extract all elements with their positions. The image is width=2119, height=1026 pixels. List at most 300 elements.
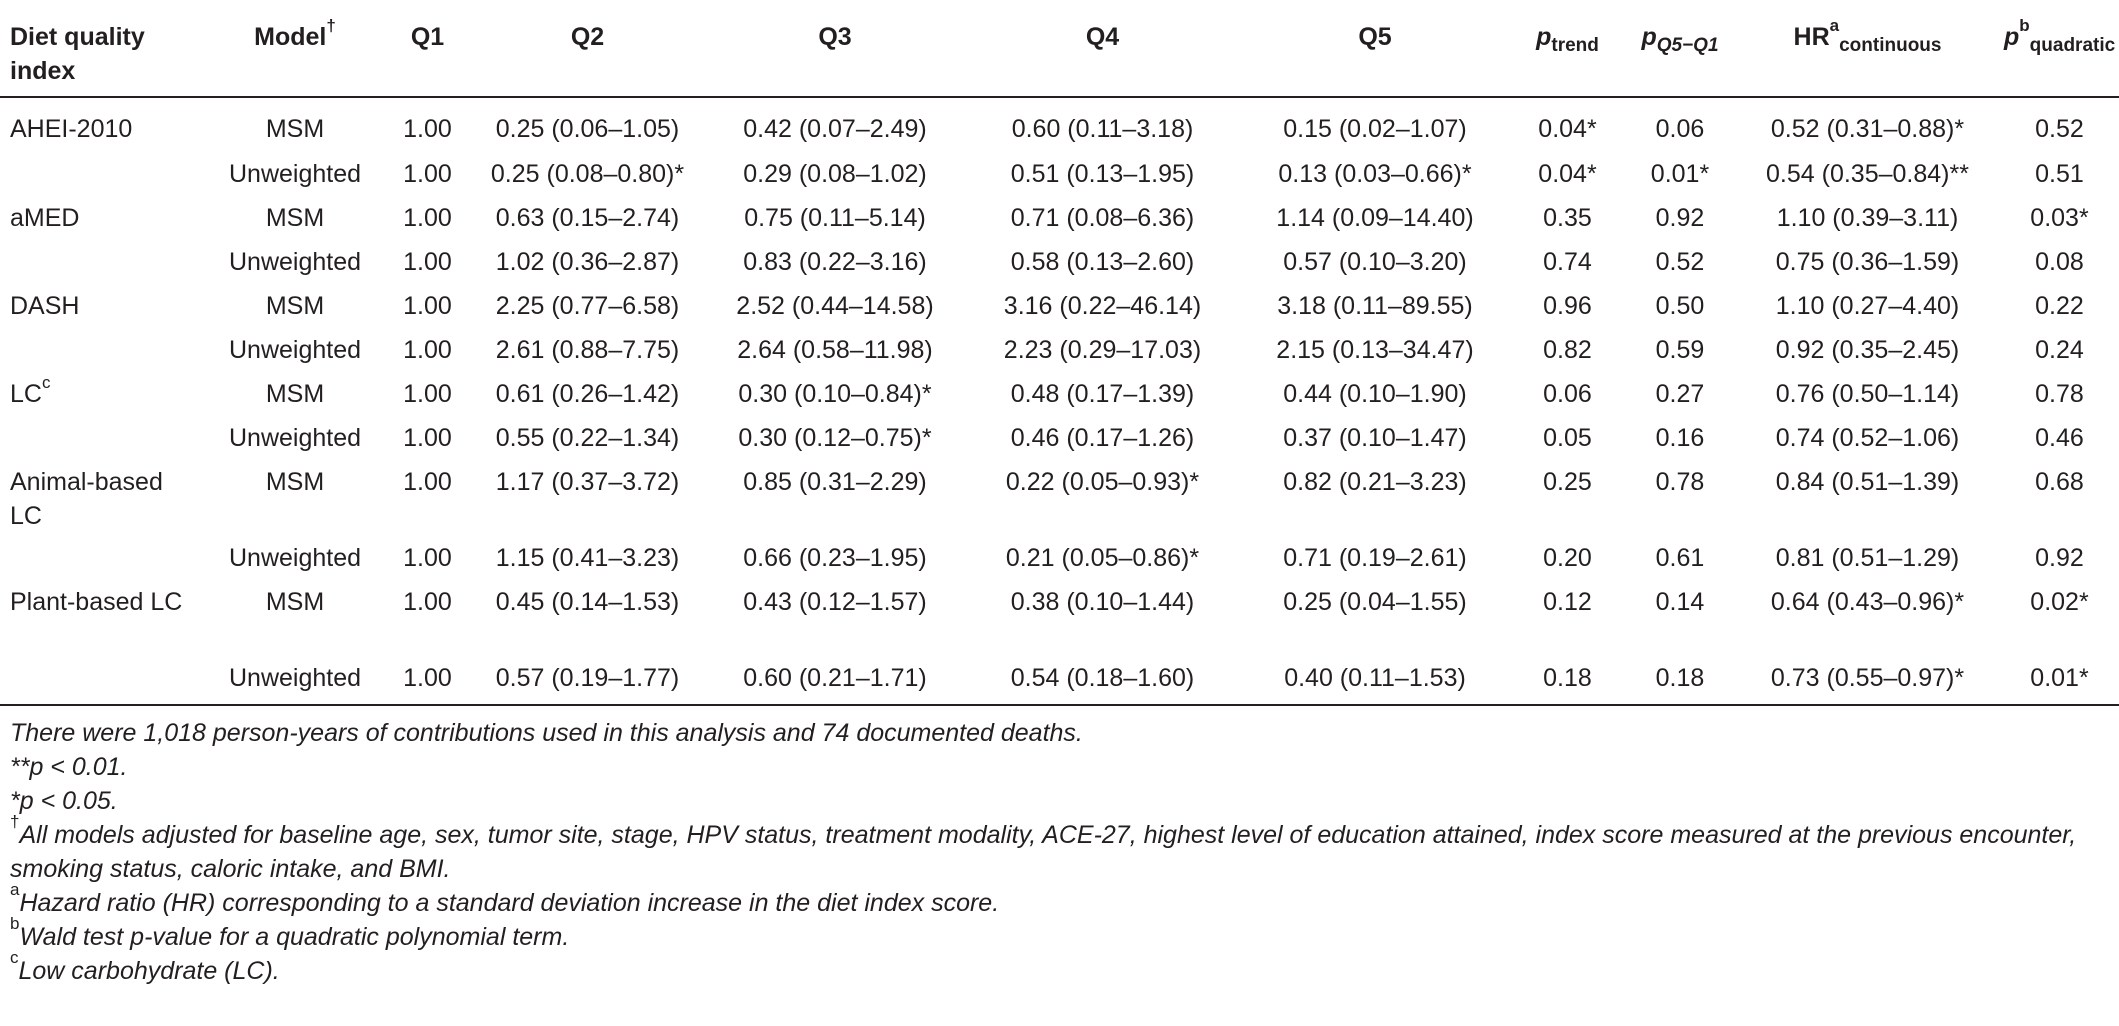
cell-q3-text: 0.30 (0.10–0.84)* — [738, 380, 932, 408]
cell-hr — [1735, 97, 2000, 151]
cell-q4-text: 0.38 (0.10–1.44) — [1010, 588, 1195, 616]
cell-q3-text: 0.66 (0.23–1.95) — [743, 544, 927, 572]
cell-ptrend — [1510, 195, 1625, 239]
cell-q2 — [470, 579, 705, 655]
cell-q1-text: 1.00 — [403, 204, 452, 232]
cell-ptrend-text: 0.20 — [1543, 544, 1592, 572]
cell-hr — [1735, 283, 2000, 327]
cell-pq — [1625, 415, 1735, 459]
footnote-text: Wald test p-value for a quadratic polynomial term. — [19, 923, 570, 951]
header-pquad-footnote-mark: b — [2019, 16, 2030, 35]
table-row — [0, 459, 2119, 535]
cell-q5-text: 3.18 (0.11–89.55) — [1277, 292, 1473, 320]
cell-ptrend-text: 0.12 — [1543, 588, 1592, 616]
cell-hr — [1735, 151, 2000, 195]
footnote-line — [10, 812, 2119, 886]
cell-q3 — [705, 97, 965, 151]
cell-model-text: Unweighted — [228, 544, 362, 572]
cell-model — [205, 151, 385, 195]
cell-q5 — [1240, 371, 1510, 415]
cell-model — [205, 459, 385, 535]
cell-q5-text: 0.13 (0.03–0.66)* — [1278, 160, 1472, 188]
cell-q4 — [965, 195, 1240, 239]
cell-q1 — [385, 195, 470, 239]
footnote-mark: a — [10, 880, 20, 899]
cell-hr — [1735, 459, 2000, 535]
header-row — [0, 0, 2119, 97]
cell-q3-text: 0.85 (0.31–2.29) — [743, 468, 927, 496]
cell-pq-text: 0.14 — [1655, 588, 1705, 616]
cell-index — [0, 535, 205, 579]
header-pquad — [2000, 0, 2119, 97]
cell-q2 — [470, 415, 705, 459]
table-row — [0, 655, 2119, 705]
cell-q1 — [385, 459, 470, 535]
cell-model-text: Unweighted — [228, 664, 362, 692]
cell-index-text: Plant-based LC — [10, 588, 183, 616]
cell-q2-text: 1.02 (0.36–2.87) — [495, 248, 680, 276]
cell-index — [0, 195, 205, 239]
footnote-text: **p < 0.01. — [10, 753, 128, 781]
cell-q2-text: 1.15 (0.41–3.23) — [495, 544, 680, 572]
cell-q5 — [1240, 151, 1510, 195]
footnote-text: There were 1,018 person-years of contributions used in this analysis and 74 documented deaths. — [10, 719, 1083, 747]
cell-index — [0, 371, 205, 415]
cell-q2-text: 1.17 (0.37–3.72) — [495, 468, 680, 496]
cell-q5 — [1240, 535, 1510, 579]
cell-pquad — [2000, 151, 2119, 195]
cell-index — [0, 151, 205, 195]
cell-q2 — [470, 655, 705, 705]
cell-q1-text: 1.00 — [403, 292, 452, 320]
cell-model — [205, 371, 385, 415]
cell-pq — [1625, 283, 1735, 327]
cell-q3 — [705, 459, 965, 535]
table-row — [0, 239, 2119, 283]
cell-q4-text: 0.58 (0.13–2.60) — [1010, 248, 1195, 276]
header-q5 — [1240, 0, 1510, 97]
cell-q4 — [965, 239, 1240, 283]
cell-pquad-text: 0.78 — [2035, 380, 2084, 408]
cell-pq — [1625, 535, 1735, 579]
cell-ptrend-text: 0.96 — [1543, 292, 1592, 320]
cell-q3 — [705, 239, 965, 283]
cell-hr-text: 0.81 (0.51–1.29) — [1775, 544, 1960, 572]
header-q1-label: Q1 — [410, 23, 445, 51]
cell-q5 — [1240, 327, 1510, 371]
cell-q1-text: 1.00 — [403, 588, 452, 616]
cell-pq — [1625, 97, 1735, 151]
footnote-text: Hazard ratio (HR) corresponding to a standard deviation increase in the diet index score. — [19, 889, 1000, 917]
cell-ptrend — [1510, 97, 1625, 151]
cell-model — [205, 239, 385, 283]
cell-hr — [1735, 415, 2000, 459]
cell-hr-text: 0.74 (0.52–1.06) — [1775, 424, 1960, 452]
cell-q5-text: 2.15 (0.13–34.47) — [1276, 336, 1474, 364]
cell-pquad-text: 0.51 — [2035, 160, 2084, 188]
cell-pq — [1625, 371, 1735, 415]
cell-q2-text: 2.61 (0.88–7.75) — [495, 336, 680, 364]
cell-ptrend-text: 0.04* — [1538, 115, 1597, 143]
header-index — [0, 0, 205, 97]
header-q2 — [470, 0, 705, 97]
cell-ptrend — [1510, 327, 1625, 371]
cell-pquad-text: 0.52 — [2035, 115, 2084, 143]
cell-pquad — [2000, 195, 2119, 239]
cell-ptrend — [1510, 579, 1625, 655]
cell-hr-text: 0.75 (0.36–1.59) — [1775, 248, 1960, 276]
cell-hr — [1735, 655, 2000, 705]
cell-model-text: MSM — [265, 115, 325, 143]
cell-index-text: AHEI-2010 — [10, 115, 133, 143]
cell-ptrend — [1510, 535, 1625, 579]
cell-q1-text: 1.00 — [403, 424, 452, 452]
cell-q2 — [470, 97, 705, 151]
cell-pq-text: 0.59 — [1655, 336, 1705, 364]
cell-q1-text: 1.00 — [403, 544, 452, 572]
cell-q1-text: 1.00 — [403, 248, 452, 276]
cell-pq-text: 0.50 — [1655, 292, 1705, 320]
cell-model — [205, 327, 385, 371]
cell-hr-text: 0.76 (0.50–1.14) — [1775, 380, 1960, 408]
cell-pq — [1625, 459, 1735, 535]
cell-ptrend — [1510, 283, 1625, 327]
header-model-label: Model — [254, 23, 327, 51]
cell-ptrend-text: 0.25 — [1543, 468, 1592, 496]
cell-q4 — [965, 459, 1240, 535]
cell-q1 — [385, 151, 470, 195]
footnote-mark: b — [10, 914, 20, 933]
cell-pquad — [2000, 97, 2119, 151]
header-q4 — [965, 0, 1240, 97]
cell-pquad — [2000, 655, 2119, 705]
cell-hr-text: 1.10 (0.39–3.11) — [1776, 204, 1959, 232]
cell-q1 — [385, 535, 470, 579]
header-hr-footnote-mark: a — [1829, 16, 1840, 35]
header-hr — [1735, 0, 2000, 97]
cell-hr-text: 0.73 (0.55–0.97)* — [1770, 664, 1965, 692]
cell-q4-text: 3.16 (0.22–46.14) — [1003, 292, 1202, 320]
cell-q4 — [965, 579, 1240, 655]
cell-q1-text: 1.00 — [403, 115, 452, 143]
cell-q2-text: 0.55 (0.22–1.34) — [495, 424, 680, 452]
cell-pquad — [2000, 371, 2119, 415]
cell-q2-text: 0.25 (0.08–0.80)* — [490, 160, 685, 188]
cell-model-text: MSM — [265, 588, 325, 616]
cell-pquad-text: 0.03* — [2030, 204, 2089, 232]
footnote-line — [10, 716, 2119, 750]
cell-hr-text: 0.92 (0.35–2.45) — [1775, 336, 1960, 364]
cell-pq-text: 0.01* — [1650, 160, 1710, 188]
header-index-label: Diet quality index — [10, 23, 145, 85]
footnote-line — [10, 784, 2119, 818]
table-row — [0, 579, 2119, 655]
cell-q4-text: 0.71 (0.08–6.36) — [1010, 204, 1195, 232]
cell-q4 — [965, 283, 1240, 327]
cell-ptrend — [1510, 239, 1625, 283]
header-q2-label: Q2 — [570, 23, 605, 51]
cell-q3 — [705, 283, 965, 327]
cell-q2-text: 0.25 (0.06–1.05) — [495, 115, 680, 143]
cell-q5-text: 0.44 (0.10–1.90) — [1283, 380, 1467, 408]
cell-q5-text: 0.82 (0.21–3.23) — [1283, 468, 1467, 496]
cell-q1 — [385, 655, 470, 705]
table-row — [0, 327, 2119, 371]
header-ptrend — [1510, 0, 1625, 97]
cell-q1-text: 1.00 — [403, 336, 452, 364]
footnote-line — [10, 750, 2119, 784]
cell-q2 — [470, 151, 705, 195]
cell-q5-text: 0.40 (0.11–1.53) — [1284, 664, 1466, 692]
cell-model-text: MSM — [265, 292, 325, 320]
header-pq5q1-p: p — [1641, 23, 1657, 51]
cell-q5 — [1240, 239, 1510, 283]
cell-q4 — [965, 151, 1240, 195]
cell-q1-text: 1.00 — [403, 160, 452, 188]
cell-pquad — [2000, 579, 2119, 655]
cell-q3 — [705, 371, 965, 415]
cell-ptrend-text: 0.74 — [1543, 248, 1592, 276]
header-pquad-sub: quadratic — [2029, 35, 2116, 56]
cell-model-text: MSM — [265, 380, 325, 408]
cell-q3 — [705, 579, 965, 655]
header-q3 — [705, 0, 965, 97]
table-header — [0, 0, 2119, 97]
cell-pq-text: 0.52 — [1655, 248, 1705, 276]
cell-model — [205, 97, 385, 151]
cell-index-text: Animal-based LC — [10, 468, 163, 530]
cell-model — [205, 195, 385, 239]
cell-q4-text: 0.48 (0.17–1.39) — [1010, 380, 1195, 408]
cell-q2-text: 2.25 (0.77–6.58) — [495, 292, 680, 320]
footnote-line — [10, 914, 2119, 954]
cell-pquad-text: 0.24 — [2035, 336, 2084, 364]
cell-pq-text: 0.06 — [1655, 115, 1705, 143]
cell-model — [205, 283, 385, 327]
header-q5-label: Q5 — [1358, 23, 1392, 51]
table-row — [0, 195, 2119, 239]
cell-index-text: aMED — [10, 204, 80, 232]
cell-ptrend — [1510, 151, 1625, 195]
cell-q3-text: 2.52 (0.44–14.58) — [736, 292, 934, 320]
cell-pq-text: 0.61 — [1655, 544, 1705, 572]
table-row — [0, 535, 2119, 579]
cell-q3 — [705, 151, 965, 195]
cell-hr-text: 1.10 (0.27–4.40) — [1775, 292, 1960, 320]
cell-q2 — [470, 371, 705, 415]
cell-q3-text: 0.75 (0.11–5.14) — [744, 204, 926, 232]
cell-q1 — [385, 97, 470, 151]
cell-hr — [1735, 371, 2000, 415]
header-hr-label: HR — [1793, 23, 1830, 51]
cell-pquad — [2000, 283, 2119, 327]
cell-q5-text: 0.15 (0.02–1.07) — [1283, 115, 1467, 143]
cell-ptrend-text: 0.82 — [1543, 336, 1592, 364]
cell-index-text: LC — [10, 380, 42, 408]
cell-ptrend-text: 0.05 — [1543, 424, 1592, 452]
cell-pquad — [2000, 239, 2119, 283]
cell-hr — [1735, 239, 2000, 283]
cell-ptrend — [1510, 459, 1625, 535]
cell-pq-text: 0.16 — [1655, 424, 1705, 452]
cell-q2 — [470, 327, 705, 371]
footnote-line — [10, 948, 2119, 988]
cell-model — [205, 535, 385, 579]
footnote-text: Low carbohydrate (LC). — [18, 957, 280, 985]
cell-index — [0, 239, 205, 283]
cell-pquad — [2000, 459, 2119, 535]
cell-hr — [1735, 535, 2000, 579]
table-footnotes — [0, 706, 2119, 988]
cell-q5-text: 0.57 (0.10–3.20) — [1283, 248, 1467, 276]
footnote-mark: † — [10, 812, 20, 831]
cell-q1 — [385, 283, 470, 327]
cell-q3 — [705, 655, 965, 705]
cell-index-text: DASH — [10, 292, 80, 320]
cell-model-text: MSM — [265, 468, 325, 496]
header-pq5q1-sub: Q5−Q1 — [1656, 35, 1719, 56]
header-q3-label: Q3 — [818, 23, 852, 51]
cell-pq — [1625, 579, 1735, 655]
cell-pquad-text: 0.01* — [2030, 664, 2089, 692]
footnote-text: All models adjusted for baseline age, sex, tumor site, stage, HPV status, treatment modality, ACE-27, highest level of education attained, index score measured at the previous encounter, smoking status, caloric intake, and BMI. — [10, 821, 2077, 883]
header-q4-label: Q4 — [1085, 23, 1120, 51]
table-row — [0, 415, 2119, 459]
cell-q1 — [385, 239, 470, 283]
cell-q4-text: 2.23 (0.29–17.03) — [1003, 336, 1202, 364]
cell-q5 — [1240, 97, 1510, 151]
cell-q4-text: 0.51 (0.13–1.95) — [1010, 160, 1195, 188]
cell-q4 — [965, 655, 1240, 705]
cell-q1 — [385, 415, 470, 459]
cell-q2 — [470, 195, 705, 239]
table-row — [0, 283, 2119, 327]
cell-model-text: Unweighted — [228, 424, 362, 452]
cell-ptrend — [1510, 655, 1625, 705]
header-q1 — [385, 0, 470, 97]
cell-index — [0, 579, 205, 655]
table-body — [0, 97, 2119, 705]
cell-ptrend-text: 0.04* — [1538, 160, 1597, 188]
cell-pquad-text: 0.22 — [2035, 292, 2084, 320]
cell-index — [0, 415, 205, 459]
cell-q4 — [965, 327, 1240, 371]
cell-pq-text: 0.78 — [1655, 468, 1705, 496]
cell-q4-text: 0.46 (0.17–1.26) — [1010, 424, 1195, 452]
cell-q5 — [1240, 415, 1510, 459]
cell-q5-text: 0.25 (0.04–1.55) — [1283, 588, 1467, 616]
cell-q3-text: 0.43 (0.12–1.57) — [743, 588, 927, 616]
cell-model — [205, 579, 385, 655]
footnote-mark: c — [10, 948, 19, 967]
header-hr-sub: continuous — [1839, 35, 1942, 56]
cell-pq — [1625, 195, 1735, 239]
cell-index — [0, 97, 205, 151]
cell-index-footnote-mark: c — [41, 373, 51, 392]
cell-ptrend — [1510, 415, 1625, 459]
cell-pquad-text: 0.46 — [2035, 424, 2084, 452]
cell-ptrend-text: 0.35 — [1543, 204, 1592, 232]
cell-q3 — [705, 195, 965, 239]
cell-q4-text: 0.22 (0.05–0.93)* — [1005, 468, 1200, 496]
table-row — [0, 151, 2119, 195]
cell-q4-text: 0.21 (0.05–0.86)* — [1005, 544, 1200, 572]
cell-pq-text: 0.92 — [1655, 204, 1705, 232]
cell-model — [205, 415, 385, 459]
cell-q4 — [965, 371, 1240, 415]
cell-model-text: Unweighted — [228, 160, 362, 188]
cell-q4 — [965, 97, 1240, 151]
cell-q1 — [385, 579, 470, 655]
header-model-footnote-mark: † — [326, 16, 336, 35]
cell-index — [0, 459, 205, 535]
cell-q2 — [470, 239, 705, 283]
cell-q2 — [470, 535, 705, 579]
cell-pquad — [2000, 415, 2119, 459]
cell-pquad-text: 0.92 — [2035, 544, 2084, 572]
header-pq5q1 — [1625, 0, 1735, 97]
header-ptrend-p: p — [1536, 23, 1552, 51]
footnote-line — [10, 880, 2119, 920]
cell-q1-text: 1.00 — [403, 664, 452, 692]
cell-hr — [1735, 579, 2000, 655]
cell-pq — [1625, 655, 1735, 705]
cell-q3 — [705, 535, 965, 579]
cell-q5 — [1240, 459, 1510, 535]
cell-pq — [1625, 239, 1735, 283]
cell-q2-text: 0.63 (0.15–2.74) — [495, 204, 680, 232]
cell-model-text: Unweighted — [228, 336, 362, 364]
cell-pq — [1625, 151, 1735, 195]
cell-index — [0, 327, 205, 371]
cell-q3-text: 0.42 (0.07–2.49) — [743, 115, 927, 143]
cell-hr-text: 0.64 (0.43–0.96)* — [1770, 588, 1965, 616]
table-row — [0, 97, 2119, 151]
cell-q5-text: 0.37 (0.10–1.47) — [1283, 424, 1467, 452]
cell-model-text: Unweighted — [228, 248, 362, 276]
cell-hr-text: 0.54 (0.35–0.84)** — [1766, 160, 1969, 188]
cell-pquad — [2000, 535, 2119, 579]
cell-q5 — [1240, 579, 1510, 655]
cell-q1 — [385, 371, 470, 415]
cell-q4-text: 0.54 (0.18–1.60) — [1010, 664, 1195, 692]
cell-q3 — [705, 415, 965, 459]
cell-q2-text: 0.57 (0.19–1.77) — [495, 664, 680, 692]
cell-pq — [1625, 327, 1735, 371]
cell-q1-text: 1.00 — [403, 380, 452, 408]
cell-q5-text: 1.14 (0.09–14.40) — [1276, 204, 1474, 232]
cell-hr — [1735, 327, 2000, 371]
cell-pquad-text: 0.08 — [2035, 248, 2084, 276]
cell-q3 — [705, 327, 965, 371]
cell-q2-text: 0.45 (0.14–1.53) — [495, 588, 680, 616]
cell-q2 — [470, 283, 705, 327]
cell-pquad — [2000, 327, 2119, 371]
cell-q5 — [1240, 195, 1510, 239]
cell-q3-text: 0.30 (0.12–0.75)* — [738, 424, 932, 452]
cell-q3-text: 0.29 (0.08–1.02) — [743, 160, 927, 188]
header-model — [205, 0, 385, 97]
cell-hr — [1735, 195, 2000, 239]
cell-index — [0, 283, 205, 327]
cell-q2-text: 0.61 (0.26–1.42) — [495, 380, 680, 408]
cell-q5-text: 0.71 (0.19–2.61) — [1283, 544, 1467, 572]
header-ptrend-sub: trend — [1551, 35, 1599, 56]
cell-pquad-text: 0.68 — [2035, 468, 2084, 496]
cell-q4 — [965, 415, 1240, 459]
cell-q5 — [1240, 655, 1510, 705]
cell-hr-text: 0.84 (0.51–1.39) — [1775, 468, 1960, 496]
